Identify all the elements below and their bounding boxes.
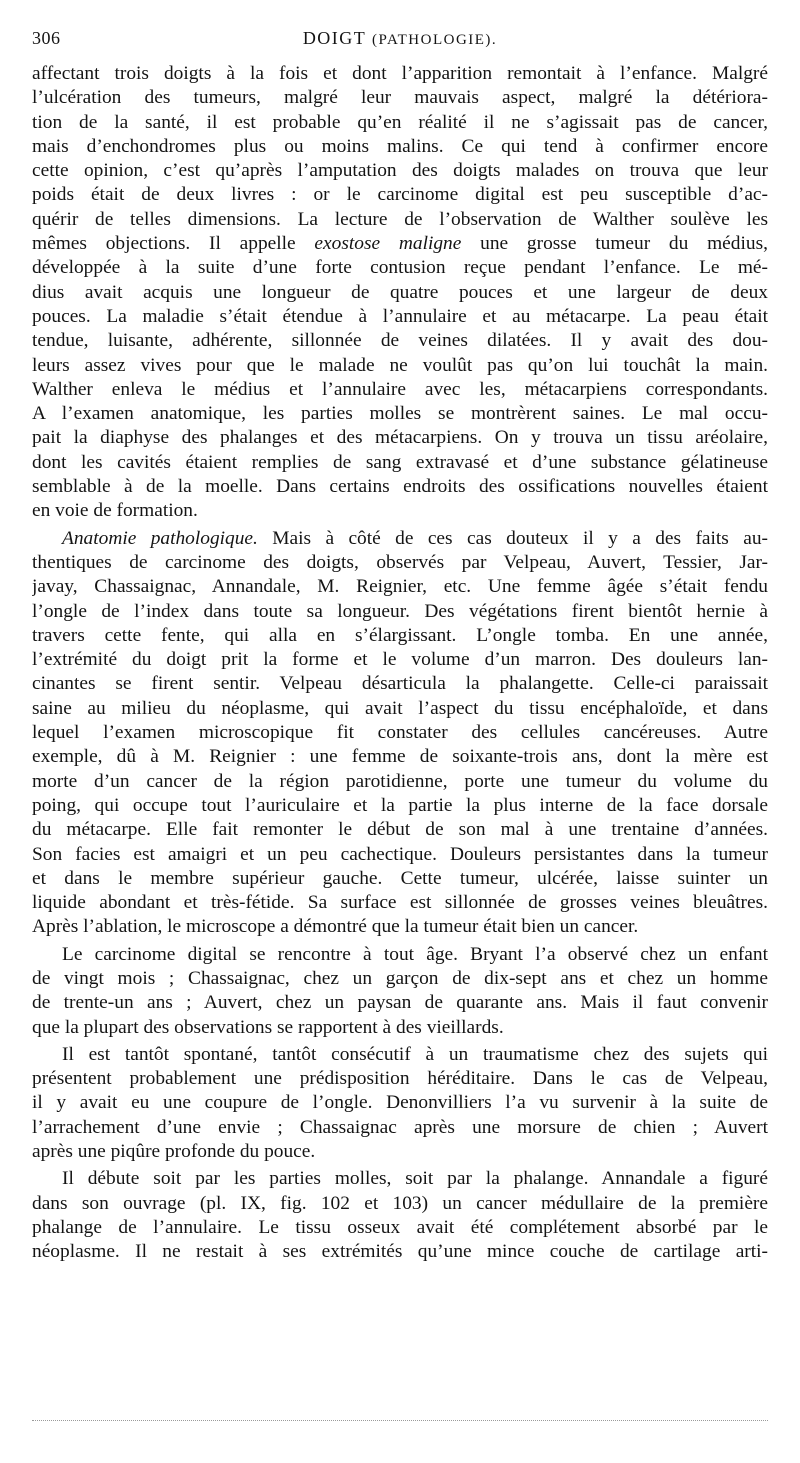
text-span: Mais à côté de ces cas douteux il y a des faits au- [257,527,768,549]
text-line: l’extrémité du doigt prit la forme et le volume d’un marron. Des douleurs lan- [32,649,768,671]
text-line: après une piqûre profonde du pouce. [32,1141,316,1163]
paragraph-first-line: Il débute soit par les parties molles, soit par la phalange. Annandale a figuré [62,1168,768,1190]
text-line: de vingt mois ; Chassaignac, chez un garçon de dix-sept ans et chez un homme [32,967,768,989]
text-line: en voie de formation. [32,500,198,522]
running-header [32,28,768,54]
text-line: l’arrachement d’une envie ; Chassaignac après une morsure de chien ; Auvert [32,1116,768,1138]
text-line: Son facies est amaigri et un peu cachectique. Douleurs persistantes dans la tumeur [32,843,768,865]
text-line: liquide abondant et très-fétide. Sa surface est sillonnée de grosses veines bleuâtres. [32,892,768,914]
text-line: pait la diaphyse des phalanges et des métacarpiens. On y trouva un tissu aréolaire, [32,427,768,449]
bottom-dotted-rule [32,1420,768,1421]
section-heading: Anatomie pathologique. [62,527,258,549]
text-span: mêmes objections. Il appelle [32,233,296,255]
text-line: semblable à de la moelle. Dans certains endroits des ossifications nouvelles étaient [32,476,768,498]
running-title-subtitle: (PATHOLOGIE). [371,32,498,48]
section-heading-line [32,527,768,551]
text-line: cinantes se firent sentir. Velpeau désarticula la phalangette. Celle-ci paraissait [32,673,768,695]
italic-term: exostose maligne [314,233,462,255]
text-line: saine au milieu du néoplasme, qui avait l’aspect du tissu encéphaloïde, et dans [32,697,768,719]
text-line: Walther enleva le médius et l’annulaire avec les, métacarpiens correspondants. [32,378,768,400]
text-line: Après l’ablation, le microscope a démontré que la tumeur était bien un cancer. [32,916,639,938]
text-line: quérir de telles dimensions. La lecture de l’observation de Walther soulève les [32,208,768,230]
text-line: dius avait acquis une longueur de quatre pouces et une largeur de deux [32,281,768,303]
text-line: du métacarpe. Elle fait remonter le début de son mal à une trentaine d’années. [32,819,768,841]
text-line: l’ulcération des tumeurs, malgré leur mauvais aspect, malgré la détériora- [32,87,768,109]
text-line: l’ongle de l’index dans toute sa longueur. Des végétations firent bientôt hernie à [32,600,768,622]
page-number: 306 [32,28,61,48]
paragraph-first-line: Il est tantôt spontané, tantôt consécutif à un traumatisme chez des sujets qui [62,1043,768,1065]
text-line: lequel l’examen microscopique fit constater des cellules cancéreuses. Autre [32,722,768,744]
text-line: phalange de l’annulaire. Le tissu osseux avait été complétement absorbé par le [32,1216,768,1238]
text-line: il y avait eu une coupure de l’ongle. Denonvilliers l’a vu survenir à la suite de [32,1092,768,1114]
text-line: javay, Chassaignac, Annandale, M. Reignier, etc. Une femme âgée s’était fendu [32,576,768,598]
text-line: pouces. La maladie s’était étendue à l’annulaire et au métacarpe. La peau était [32,305,768,327]
text-line: A l’examen anatomique, les parties molles se montrèrent saines. Le mal occu- [32,403,768,425]
text-line: thentiques de carcinome des doigts, observés par Velpeau, Auvert, Tessier, Jar- [32,551,768,573]
text-line: exemple, dû à M. Reignier : une femme de soixante-trois ans, dont la mère est [32,746,768,768]
text-line: dont les cavités étaient remplies de sang extravasé et d’une substance gélatineuse [32,451,768,473]
body-text [32,62,768,1265]
running-title [32,28,768,49]
text-line: travers cette fente, qui alla en s’élargissant. L’ongle tomba. En une année, [32,624,768,646]
text-line: cette opinion, c’est qu’après l’amputation des doigts malades on trouva que leur [32,160,768,182]
paragraph-first-line: Le carcinome digital se rencontre à tout âge. Bryant l’a observé chez un enfant [62,943,768,965]
text-span: une grosse tumeur du médius, [461,233,768,255]
text-line: présentent probablement une prédisposition héréditaire. Dans le cas de Velpeau, [32,1068,768,1090]
text-line: affectant trois doigts à la fois et dont l’apparition remontait à l’enfance. Malgré [32,63,768,84]
text-line: développée à la suite d’une forte contusion reçue pendant l’enfance. Le mé- [32,257,768,279]
text-line: mais d’enchondromes plus ou moins malins. Ce qui tend à confirmer encore [32,135,768,157]
text-line: dans son ouvrage (pl. IX, fig. 102 et 103) un cancer médullaire de la première [32,1192,768,1214]
text-line [32,232,768,256]
text-line: leurs assez vives pour que le malade ne voulût pas qu’on lui touchât la main. [32,354,768,376]
text-line: de trente-un ans ; Auvert, chez un paysan de quarante ans. Mais il faut convenir [32,992,768,1014]
text-line: tendue, luisante, adhérente, sillonnée de veines dilatées. Il y avait des dou- [32,330,768,352]
text-line: poing, qui occupe tout l’auriculaire et la partie la plus interne de la face dorsale [32,794,768,816]
text-line: que la plupart des observations se rapportent à des vieillards. [32,1016,504,1038]
text-line: néoplasme. Il ne restait à ses extrémités qu’une mince couche de cartilage arti- [32,1241,768,1263]
text-line: et dans le membre supérieur gauche. Cette tumeur, ulcérée, laisse suinter un [32,867,768,889]
text-line: poids était de deux livres : or le carcinome digital est peu susceptible d’ac- [32,184,768,206]
running-title-main: DOIGT [302,28,366,48]
text-line: tion de la santé, il est probable qu’en réalité il ne s’agissait pas de cancer, [32,111,768,133]
text-line: morte d’un cancer de la région parotidienne, porte une tumeur du volume du [32,770,768,792]
